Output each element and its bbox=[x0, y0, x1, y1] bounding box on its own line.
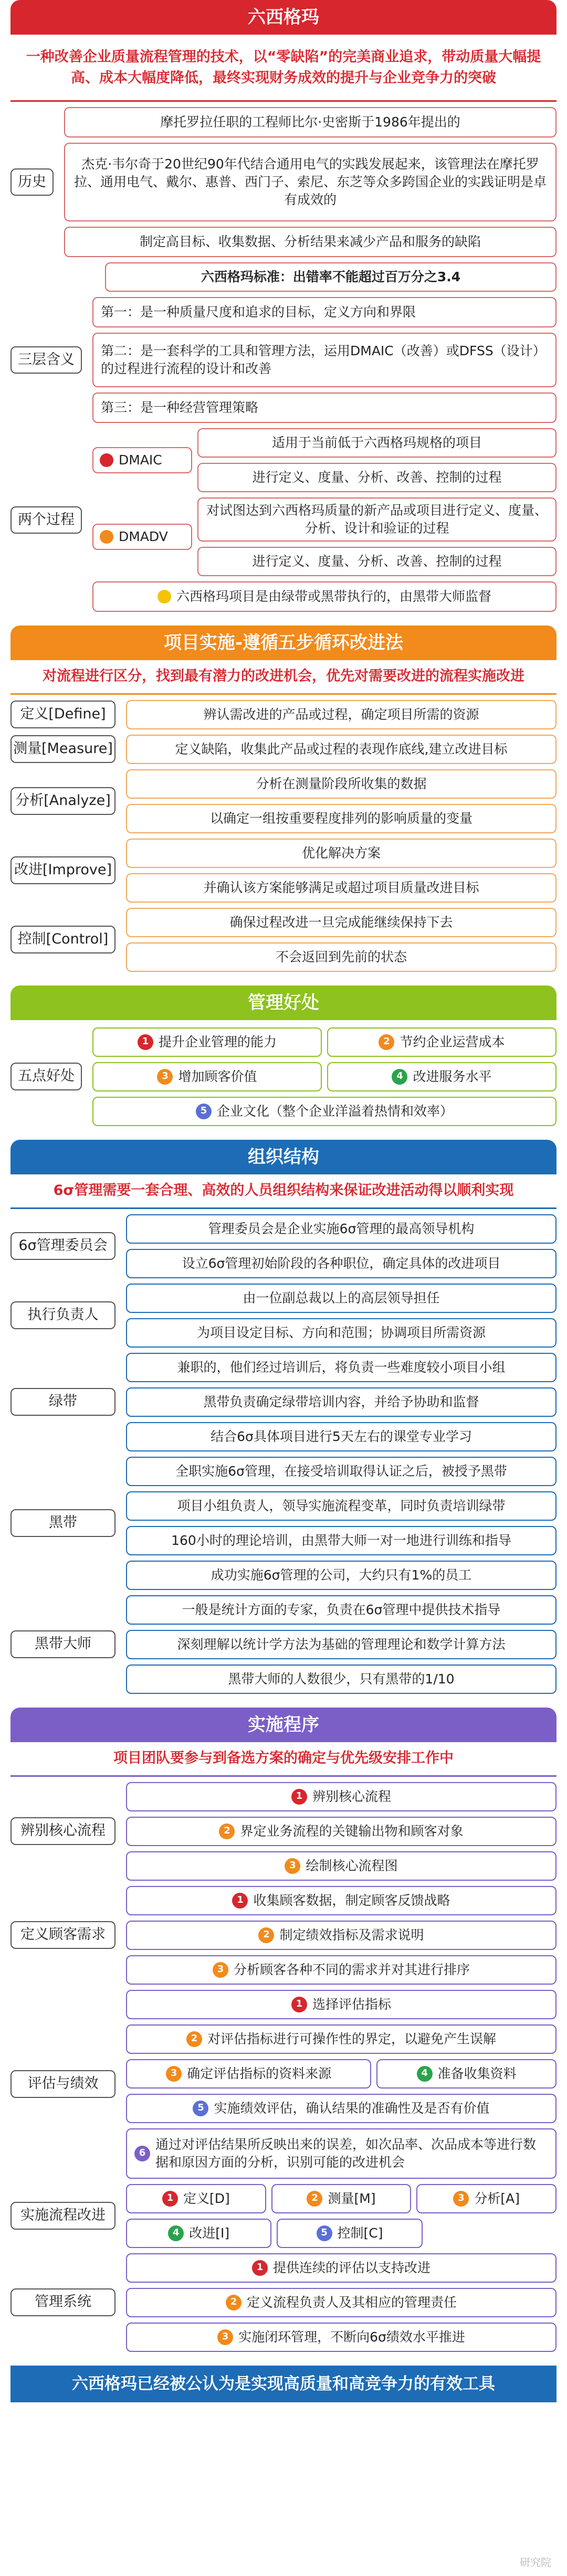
proc-item: 2 测量[M] bbox=[271, 2184, 412, 2213]
org-label: 黑带大师 bbox=[10, 1630, 116, 1658]
dmaic-item: 适用于当前低于六西格玛规格的项目 bbox=[197, 428, 556, 458]
proc-item: 6 通过对评估结果所反映出来的误差，如次品率、次品成本等进行数据和原因方面的分析，识别可能的改进机会 bbox=[126, 2128, 556, 2179]
org-item: 为项目设定目标、方向和范围；协调项目所需资源 bbox=[126, 1318, 556, 1348]
section-banner: 一种改善企业质量流程管理的技术，以“零缺陷”的完美商业追求，带动质量大幅提高、成本大幅度降低，最终实现财务成效的提升与企业竞争力的突破 bbox=[10, 35, 556, 102]
history-item: 制定高目标、收集数据、分析结果来减少产品和服务的缺陷 bbox=[64, 227, 556, 257]
section-title: 六西格玛 bbox=[10, 0, 556, 35]
proc-label: 管理系统 bbox=[10, 2288, 116, 2316]
benefit-item: 2 节约企业运营成本 bbox=[327, 1027, 556, 1057]
meaning-row bbox=[10, 297, 556, 423]
watermark: 研究院 bbox=[520, 2556, 551, 2569]
dmadv-item: 进行定义、度量、分析、改善、控制的过程 bbox=[197, 547, 556, 576]
org-item: 设立6σ管理初始阶段的各种职位，确定具体的改进项目 bbox=[126, 1249, 556, 1278]
section-procedure bbox=[10, 1708, 556, 2352]
step-label: 改进[Improve] bbox=[10, 856, 116, 884]
section-title: 项目实施-遵循五步循环改进法 bbox=[10, 626, 556, 660]
section-implementation bbox=[10, 626, 556, 972]
org-item: 兼职的，他们经过培训后，将负责一些难度较小项目小组 bbox=[126, 1353, 556, 1382]
org-label: 6σ管理委员会 bbox=[10, 1232, 116, 1259]
standard-box: 六西格玛标准：出错率不能超过百万分之3.4 bbox=[105, 262, 556, 292]
benefit-item: 5 企业文化（整个企业洋溢着热情和效率） bbox=[92, 1097, 556, 1126]
history-item: 杰克·韦尔奇于20世纪90年代结合通用电气的实践发展起来，该管理法在摩托罗拉、通用电气、戴尔、惠普、西门子、索尼、东芝等众多跨国企业的实践证明是卓有成效的 bbox=[64, 143, 556, 221]
step-item: 以确定一组按重要程度排列的影响质量的变量 bbox=[126, 804, 556, 833]
step-label: 测量[Measure] bbox=[10, 735, 116, 762]
proc-label: 定义顾客需求 bbox=[10, 1921, 116, 1948]
step-label: 控制[Control] bbox=[10, 926, 116, 953]
section-title: 组织结构 bbox=[10, 1140, 556, 1174]
step-item: 优化解决方案 bbox=[126, 839, 556, 868]
section-title: 管理好处 bbox=[10, 985, 556, 1020]
org-label: 执行负责人 bbox=[10, 1301, 116, 1329]
benefit-item: 4 改进服务水平 bbox=[327, 1062, 556, 1091]
dmaic-label: DMAIC bbox=[92, 447, 192, 473]
proc-item: 1 选择评估指标 bbox=[126, 1990, 556, 2019]
meaning-item: 第三：是一种经营管理策略 bbox=[92, 393, 556, 423]
history-row bbox=[10, 107, 556, 257]
org-item: 结合6σ具体项目进行5天左右的课堂专业学习 bbox=[126, 1422, 556, 1451]
meaning-item: 第二：是一套科学的工具和管理方法，运用DMAIC（改善）或DFSS（设计）的过程进行流程的设计和改善 bbox=[92, 333, 556, 387]
proc-label: 实施流程改进 bbox=[10, 2202, 116, 2229]
org-item: 管理委员会是企业实施6σ管理的最高领导机构 bbox=[126, 1214, 556, 1244]
benefit-item: 1 提升企业管理的能力 bbox=[92, 1027, 322, 1057]
red-dot-icon bbox=[100, 453, 113, 467]
step-item: 分析在测量阶段所收集的数据 bbox=[126, 769, 556, 799]
proc-item: 2 制定绩效指标及需求说明 bbox=[126, 1921, 556, 1950]
proc-item: 3 实施闭环管理，不断向6σ绩效水平推进 bbox=[126, 2323, 556, 2352]
section-organization bbox=[10, 1140, 556, 1694]
step-label: 分析[Analyze] bbox=[10, 787, 116, 814]
section-banner: 6σ管理需要一套合理、高效的人员组织结构来保证改进活动得以顺利实现 bbox=[10, 1174, 556, 1209]
org-item: 由一位副总裁以上的高层领导担任 bbox=[126, 1284, 556, 1313]
orange-dot-icon bbox=[100, 530, 113, 544]
proc-item: 2 对评估指标进行可操作性的界定，以避免产生误解 bbox=[126, 2024, 556, 2054]
proc-item: 2 定义流程负责人及其相应的管理责任 bbox=[126, 2288, 556, 2317]
proc-item: 1 辨别核心流程 bbox=[126, 1782, 556, 1811]
benefits-label: 五点好处 bbox=[10, 1063, 82, 1090]
proc-item: 1 收集顾客数据，制定顾客反馈战略 bbox=[126, 1886, 556, 1915]
step-item: 定义缺陷，收集此产品或过程的表现作底线,建立改进目标 bbox=[126, 735, 556, 764]
org-label: 黑带 bbox=[10, 1509, 116, 1536]
proc-item: 2 界定业务流程的关键输出物和顾客对象 bbox=[126, 1817, 556, 1846]
step-label: 定义[Define] bbox=[10, 701, 116, 728]
history-label: 历史 bbox=[10, 168, 54, 196]
proc-item: 3 确定评估指标的资料来源 bbox=[126, 2059, 371, 2089]
yellow-dot-icon bbox=[158, 590, 171, 603]
step-item: 不会返回到先前的状态 bbox=[126, 942, 556, 972]
org-item: 成功实施6σ管理的公司，大约只有1%的员工 bbox=[126, 1561, 556, 1590]
section-benefits bbox=[10, 985, 556, 1126]
dmadv-label: DMADV bbox=[92, 524, 192, 550]
org-item: 黑带负责确定绿带培训内容，并给予协助和监督 bbox=[126, 1387, 556, 1417]
org-item: 黑带大师的人数很少，只有黑带的1/10 bbox=[126, 1665, 556, 1694]
proc-item: 3 分析[A] bbox=[416, 2184, 556, 2213]
step-item: 辨认需改进的产品或过程，确定项目所需的资源 bbox=[126, 700, 556, 729]
org-item: 全职实施6σ管理，在接受培训取得认证之后，被授予黑带 bbox=[126, 1457, 556, 1486]
proc-item: 5 控制[C] bbox=[277, 2219, 422, 2248]
dmadv-item: 对试图达到六西格玛质量的新产品或项目进行定义、度量、分析、设计和验证的过程 bbox=[197, 497, 556, 542]
proc-item: 4 改进[I] bbox=[126, 2219, 271, 2248]
section-banner: 对流程进行区分，找到最有潜力的改进机会，优先对需要改进的流程实施改进 bbox=[10, 660, 556, 695]
process-label: 两个过程 bbox=[10, 506, 82, 534]
step-item: 确保过程改进一旦完成能继续保持下去 bbox=[126, 908, 556, 937]
footer-banner: 六西格玛已经被公认为是实现高质量和高竞争力的有效工具 bbox=[10, 2366, 556, 2402]
proc-label: 评估与绩效 bbox=[10, 2070, 116, 2097]
proc-item: 1 提供连续的评估以支持改进 bbox=[126, 2253, 556, 2283]
org-item: 项目小组负责人，领导实施流程变革，同时负责培训绿带 bbox=[126, 1491, 556, 1521]
step-item: 并确认该方案能够满足或超过项目质量改进目标 bbox=[126, 873, 556, 903]
org-item: 一般是统计方面的专家，负责在6σ管理中提供技术指导 bbox=[126, 1595, 556, 1625]
proc-item: 4 准备收集资料 bbox=[376, 2059, 556, 2089]
section-banner: 项目团队要参与到备选方案的确定与优先级安排工作中 bbox=[10, 1742, 556, 1777]
dmaic-item: 进行定义、度量、分析、改善、控制的过程 bbox=[197, 463, 556, 492]
proc-item: 5 实施绩效评估，确认结果的准确性及是否有价值 bbox=[126, 2094, 556, 2123]
proc-item: 1 定义[D] bbox=[126, 2184, 266, 2213]
org-item: 深刻理解以统计学方法为基础的管理理论和数学计算方法 bbox=[126, 1630, 556, 1659]
history-item: 摩托罗拉任职的工程师比尔·史密斯于1986年提出的 bbox=[64, 107, 556, 137]
proc-item: 3 绘制核心流程图 bbox=[126, 1851, 556, 1881]
proc-item: 3 分析顾客各种不同的需求并对其进行排序 bbox=[126, 1955, 556, 1985]
section-title: 实施程序 bbox=[10, 1708, 556, 1742]
process-row bbox=[10, 428, 556, 612]
org-label: 绿带 bbox=[10, 1388, 116, 1415]
benefit-item: 3 增加顾客价值 bbox=[92, 1062, 322, 1091]
meaning-label: 三层含义 bbox=[10, 346, 82, 374]
proc-label: 辨别核心流程 bbox=[10, 1817, 116, 1844]
meaning-item: 第一：是一种质量尺度和追求的目标，定义方向和界限 bbox=[92, 297, 556, 327]
section-six-sigma bbox=[10, 0, 556, 612]
org-item: 160小时的理论培训，由黑带大师一对一地进行训练和指导 bbox=[126, 1526, 556, 1555]
process-note: 六西格玛项目是由绿带或黑带执行的，由黑带大师监督 bbox=[92, 581, 556, 612]
